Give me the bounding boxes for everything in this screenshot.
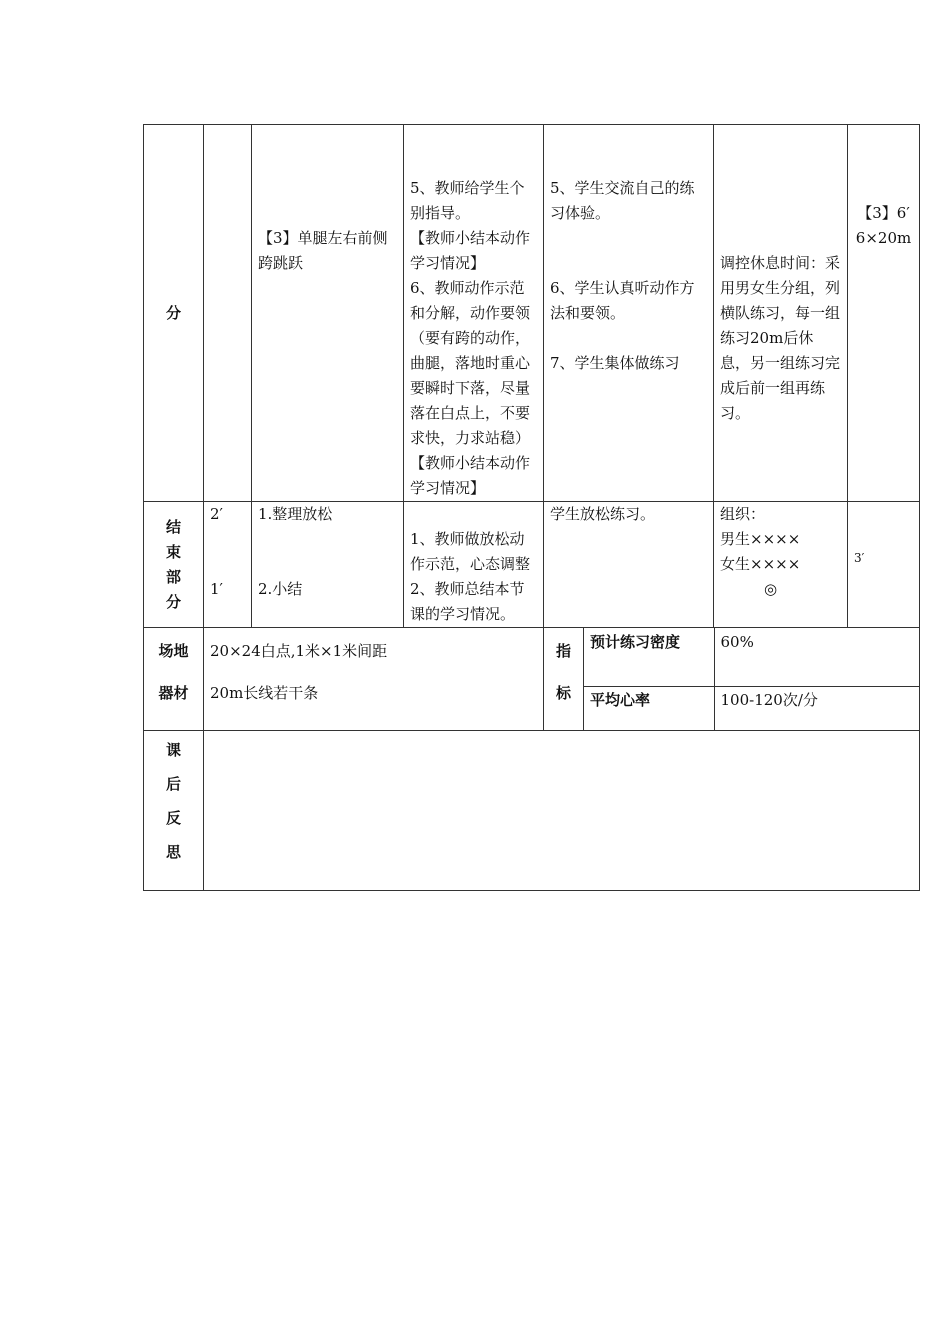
main-part-row [144,125,920,502]
org-boys: 男生×××× [720,530,801,548]
indicator-values-cell [584,628,920,731]
ending-label-cell [144,502,204,628]
ending-content-cell [252,502,404,628]
ending-content-1: 1.整理放松 [258,505,333,523]
ending-load: 3′ [854,551,865,565]
heart-rate-value-cell [714,686,919,730]
indicator-label-char: 指 [555,642,571,660]
reflection-label-char: 思 [165,843,181,861]
indicator-label-char: 标 [555,684,571,702]
student-activity-cell [544,125,714,502]
ending-load-cell [848,502,920,628]
ending-content-2: 2.小结 [258,580,303,598]
density-label: 预计练习密度 [590,633,681,651]
org-girls: 女生×××× [720,555,801,573]
reflection-label-char: 课 [165,741,181,759]
load-value-1: 【3】6′ [857,204,910,222]
reflection-label-char: 后 [165,775,181,793]
equipment-line-2: 20m长线若干条 [210,684,319,702]
organization-cell [714,125,848,502]
site-label: 场地 [158,642,189,660]
density-label-cell [584,628,714,686]
reflection-content-cell [204,731,920,891]
ending-part-row [144,502,920,628]
organization-text: 调控休息时间：采用男女生分组，列横队练习，每一组练习20m后休息，另一组练习完成后前一组再练习。 [720,254,841,422]
ending-label-char: 结 [165,517,181,536]
ending-organization-cell [714,502,848,628]
ending-time-1: 2′ [210,505,223,523]
org-label: 组织： [720,505,766,523]
ending-time-cell [204,502,252,628]
equipment-label: 器材 [158,684,189,702]
reflection-label-cell [144,731,204,891]
student-activity: 5、学生交流自己的练习体验。 6、学生认真听动作方法和要领。 7、学生集体做练习 [550,179,695,372]
heart-rate-value: 100-120次/分 [720,690,818,709]
ending-teacher-activity: 1、教师做放松动作示范，心态调整 2、教师总结本节课的学习情况。 [410,530,531,623]
section-label-cell [144,125,204,502]
lesson-plan-table [143,124,920,891]
section-label: 分 [165,303,181,322]
indicator-table [584,628,919,730]
indicator-label-cell [544,628,584,731]
density-value-cell [714,628,919,686]
load-cell [848,125,920,502]
ending-teacher-cell [404,502,544,628]
practice-content: 【3】单腿左右前侧跨跳跃 [258,229,388,272]
ending-label-char: 束 [165,542,181,561]
ending-student-cell [544,502,714,628]
equipment-line-1: 20×24白点,1米×1米间距 [210,642,388,660]
site-label-cell [144,628,204,731]
load-value-2: 6×20m [855,229,912,247]
teacher-activity: 5、教师给学生个别指导。 【教师小结本动作学习情况】 6、教师动作示范和分解，动作要领（要有跨的动作，曲腿，落地时重心要瞬时下落，尽量落在白点上，不要求快，力求站稳） 【教师小结本动作学习情况】 [410,179,531,497]
ending-label-char: 分 [165,592,181,611]
reflection-label-char: 反 [165,809,181,827]
site-equipment-row [144,628,920,731]
reflection-row [144,731,920,891]
ending-label-char: 部 [165,567,181,586]
heart-rate-label: 平均心率 [590,690,651,709]
ending-student-activity: 学生放松练习。 [550,505,656,523]
equipment-cell [204,628,544,731]
ending-time-2: 1′ [210,580,223,598]
org-teacher-symbol: ◎ [763,580,778,598]
heart-rate-label-cell [584,686,714,730]
teacher-activity-cell [404,125,544,502]
time-cell [204,125,252,502]
density-value: 60% [720,633,754,651]
content-cell [252,125,404,502]
